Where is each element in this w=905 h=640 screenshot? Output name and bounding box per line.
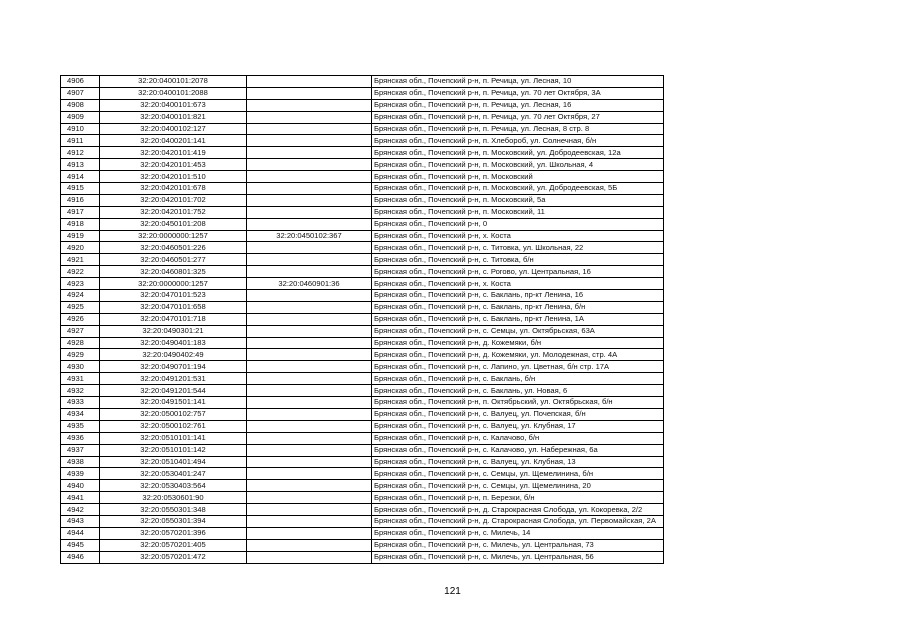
parent-cadastral-number-cell (247, 123, 372, 135)
address-cell: Брянская обл., Почепский р-н, с. Милечь, ул. Центральная, 73 (372, 539, 664, 551)
row-number-cell: 4935 (61, 420, 100, 432)
row-number-cell: 4916 (61, 194, 100, 206)
address-cell: Брянская обл., Почепский р-н, п. Московский, ул. Добродеевская, 5Б (372, 183, 664, 195)
registry-table (60, 75, 664, 564)
address-cell: Брянская обл., Почепский р-н, п. Октябрьский, ул. Октябрьская, б/н (372, 397, 664, 409)
address-cell: Брянская обл., Почепский р-н, п. Речица, ул. 70 лет Октября, 27 (372, 111, 664, 123)
address-cell: Брянская обл., Почепский р-н, п. Московский, ул. Школьная, 4 (372, 159, 664, 171)
row-number-cell: 4932 (61, 385, 100, 397)
address-cell: Брянская обл., Почепский р-н, с. Баклань, б/н (372, 373, 664, 385)
cadastral-number-cell: 32:20:0470101:523 (100, 290, 247, 302)
parent-cadastral-number-cell (247, 504, 372, 516)
cadastral-number-cell: 32:20:0420101:702 (100, 194, 247, 206)
table-row (61, 206, 664, 218)
table-row (61, 313, 664, 325)
table-row (61, 385, 664, 397)
parent-cadastral-number-cell (247, 254, 372, 266)
table-row (61, 123, 664, 135)
table-row (61, 230, 664, 242)
parent-cadastral-number-cell (247, 373, 372, 385)
table-row (61, 480, 664, 492)
address-cell: Брянская обл., Почепский р-н, п. Московский, 5а (372, 194, 664, 206)
row-number-cell: 4920 (61, 242, 100, 254)
parent-cadastral-number-cell (247, 183, 372, 195)
row-number-cell: 4909 (61, 111, 100, 123)
cadastral-number-cell: 32:20:0460501:277 (100, 254, 247, 266)
cadastral-number-cell: 32:20:0570201:405 (100, 539, 247, 551)
parent-cadastral-number-cell (247, 527, 372, 539)
row-number-cell: 4923 (61, 278, 100, 290)
parent-cadastral-number-cell (247, 456, 372, 468)
parent-cadastral-number-cell (247, 218, 372, 230)
address-cell: Брянская обл., Почепский р-н, с. Баклань, пр-кт Ленина, б/н (372, 301, 664, 313)
row-number-cell: 4908 (61, 99, 100, 111)
parent-cadastral-number-cell (247, 206, 372, 218)
table-row (61, 99, 664, 111)
row-number-cell: 4918 (61, 218, 100, 230)
parent-cadastral-number-cell (247, 242, 372, 254)
table-row (61, 135, 664, 147)
row-number-cell: 4940 (61, 480, 100, 492)
address-cell: Брянская обл., Почепский р-н, п. Речица, ул. Лесная, 10 (372, 76, 664, 88)
parent-cadastral-number-cell (247, 551, 372, 563)
cadastral-number-cell: 32:20:0530401:247 (100, 468, 247, 480)
row-number-cell: 4931 (61, 373, 100, 385)
parent-cadastral-number-cell (247, 76, 372, 88)
address-cell: Брянская обл., Почепский р-н, с. Милечь, ул. Центральная, 56 (372, 551, 664, 563)
row-number-cell: 4944 (61, 527, 100, 539)
table-row (61, 301, 664, 313)
cadastral-number-cell: 32:20:0420101:752 (100, 206, 247, 218)
table-row (61, 87, 664, 99)
cadastral-number-cell: 32:20:0400101:2078 (100, 76, 247, 88)
table-row (61, 397, 664, 409)
address-cell: Брянская обл., Почепский р-н, с. Лапино, ул. Цветная, б/н стр. 17А (372, 361, 664, 373)
cadastral-number-cell: 32:20:0530403:564 (100, 480, 247, 492)
row-number-cell: 4922 (61, 266, 100, 278)
row-number-cell: 4913 (61, 159, 100, 171)
table-row (61, 337, 664, 349)
address-cell: Брянская обл., Почепский р-н, с. Титовка, ул. Школьная, 22 (372, 242, 664, 254)
cadastral-number-cell: 32:20:0490402:49 (100, 349, 247, 361)
cadastral-number-cell: 32:20:0420101:510 (100, 171, 247, 183)
row-number-cell: 4907 (61, 87, 100, 99)
table-row (61, 492, 664, 504)
cadastral-number-cell: 32:20:0550301:394 (100, 515, 247, 527)
table-row (61, 218, 664, 230)
parent-cadastral-number-cell (247, 515, 372, 527)
row-number-cell: 4929 (61, 349, 100, 361)
cadastral-number-cell: 32:20:0400101:673 (100, 99, 247, 111)
table-row (61, 527, 664, 539)
cadastral-number-cell: 32:20:0510101:141 (100, 432, 247, 444)
address-cell: Брянская обл., Почепский р-н, п. Хлебороб, ул. Солнечная, б/н (372, 135, 664, 147)
parent-cadastral-number-cell (247, 444, 372, 456)
parent-cadastral-number-cell (247, 432, 372, 444)
row-number-cell: 4934 (61, 408, 100, 420)
cadastral-number-cell: 32:20:0420101:419 (100, 147, 247, 159)
row-number-cell: 4906 (61, 76, 100, 88)
row-number-cell: 4946 (61, 551, 100, 563)
cadastral-number-cell: 32:20:0510401:494 (100, 456, 247, 468)
row-number-cell: 4919 (61, 230, 100, 242)
address-cell: Брянская обл., Почепский р-н, п. Речица, ул. Лесная, 8 стр. 8 (372, 123, 664, 135)
row-number-cell: 4945 (61, 539, 100, 551)
address-cell: Брянская обл., Почепский р-н, с. Баклань, пр-кт Ленина, 1А (372, 313, 664, 325)
cadastral-number-cell: 32:20:0490401:183 (100, 337, 247, 349)
address-cell: Брянская обл., Почепский р-н, х. Коста (372, 278, 664, 290)
parent-cadastral-number-cell (247, 194, 372, 206)
address-cell: Брянская обл., Почепский р-н, с. Калачово, ул. Набережная, 6а (372, 444, 664, 456)
cadastral-number-cell: 32:20:0500102:757 (100, 408, 247, 420)
cadastral-number-cell: 32:20:0470101:658 (100, 301, 247, 313)
parent-cadastral-number-cell (247, 361, 372, 373)
table-row (61, 456, 664, 468)
cadastral-number-cell: 32:20:0470101:718 (100, 313, 247, 325)
table-row (61, 408, 664, 420)
cadastral-number-cell: 32:20:0530601:90 (100, 492, 247, 504)
address-cell: Брянская обл., Почепский р-н, с. Семцы, ул. Щемелинина, б/н (372, 468, 664, 480)
address-cell: Брянская обл., Почепский р-н, 0 (372, 218, 664, 230)
row-number-cell: 4928 (61, 337, 100, 349)
table-row (61, 468, 664, 480)
cadastral-number-cell: 32:20:0420101:678 (100, 183, 247, 195)
table-row (61, 325, 664, 337)
parent-cadastral-number-cell (247, 480, 372, 492)
table-row (61, 171, 664, 183)
parent-cadastral-number-cell (247, 325, 372, 337)
cadastral-number-cell: 32:20:0491501:141 (100, 397, 247, 409)
table-row (61, 373, 664, 385)
row-number-cell: 4914 (61, 171, 100, 183)
row-number-cell: 4941 (61, 492, 100, 504)
row-number-cell: 4930 (61, 361, 100, 373)
cadastral-number-cell: 32:20:0460801:325 (100, 266, 247, 278)
cadastral-number-cell: 32:20:0570201:472 (100, 551, 247, 563)
parent-cadastral-number-cell (247, 468, 372, 480)
parent-cadastral-number-cell (247, 159, 372, 171)
parent-cadastral-number-cell (247, 492, 372, 504)
address-cell: Брянская обл., Почепский р-н, п. Московский, 11 (372, 206, 664, 218)
parent-cadastral-number-cell (247, 147, 372, 159)
parent-cadastral-number-cell (247, 290, 372, 302)
table-row (61, 349, 664, 361)
parent-cadastral-number-cell (247, 337, 372, 349)
table-row (61, 432, 664, 444)
cadastral-number-cell: 32:20:0400101:821 (100, 111, 247, 123)
parent-cadastral-number-cell (247, 99, 372, 111)
cadastral-number-cell: 32:20:0400101:2088 (100, 87, 247, 99)
parent-cadastral-number-cell (247, 397, 372, 409)
cadastral-number-cell: 32:20:0500102:761 (100, 420, 247, 432)
row-number-cell: 4921 (61, 254, 100, 266)
cadastral-number-cell: 32:20:0000000:1257 (100, 230, 247, 242)
row-number-cell: 4942 (61, 504, 100, 516)
table-row (61, 515, 664, 527)
parent-cadastral-number-cell (247, 313, 372, 325)
registry-table-body (61, 76, 664, 564)
parent-cadastral-number-cell (247, 87, 372, 99)
address-cell: Брянская обл., Почепский р-н, п. Московский, ул. Добродеевская, 12а (372, 147, 664, 159)
cadastral-number-cell: 32:20:0400201:141 (100, 135, 247, 147)
table-row (61, 361, 664, 373)
cadastral-number-cell: 32:20:0550301:348 (100, 504, 247, 516)
parent-cadastral-number-cell (247, 266, 372, 278)
row-number-cell: 4939 (61, 468, 100, 480)
table-row (61, 242, 664, 254)
parent-cadastral-number-cell (247, 408, 372, 420)
address-cell: Брянская обл., Почепский р-н, с. Рогово, ул. Центральная, 16 (372, 266, 664, 278)
table-row (61, 183, 664, 195)
row-number-cell: 4911 (61, 135, 100, 147)
parent-cadastral-number-cell (247, 171, 372, 183)
table-row (61, 111, 664, 123)
cadastral-number-cell: 32:20:0000000:1257 (100, 278, 247, 290)
cadastral-number-cell: 32:20:0450101:208 (100, 218, 247, 230)
row-number-cell: 4910 (61, 123, 100, 135)
table-row (61, 420, 664, 432)
row-number-cell: 4943 (61, 515, 100, 527)
row-number-cell: 4937 (61, 444, 100, 456)
parent-cadastral-number-cell (247, 301, 372, 313)
parent-cadastral-number-cell (247, 111, 372, 123)
address-cell: Брянская обл., Почепский р-н, с. Калачово, б/н (372, 432, 664, 444)
cadastral-number-cell: 32:20:0510101:142 (100, 444, 247, 456)
parent-cadastral-number-cell (247, 385, 372, 397)
cadastral-number-cell: 32:20:0460501:226 (100, 242, 247, 254)
address-cell: Брянская обл., Почепский р-н, с. Баклань, ул. Новая, 6 (372, 385, 664, 397)
table-row (61, 147, 664, 159)
parent-cadastral-number-cell: 32:20:0450102:367 (247, 230, 372, 242)
table-row (61, 254, 664, 266)
cadastral-number-cell: 32:20:0400102:127 (100, 123, 247, 135)
address-cell: Брянская обл., Почепский р-н, с. Валуец, ул. Клубная, 13 (372, 456, 664, 468)
address-cell: Брянская обл., Почепский р-н, с. Баклань, пр-кт Ленина, 16 (372, 290, 664, 302)
table-row (61, 194, 664, 206)
cadastral-number-cell: 32:20:0490701:194 (100, 361, 247, 373)
parent-cadastral-number-cell: 32:20:0460901:36 (247, 278, 372, 290)
cadastral-number-cell: 32:20:0491201:531 (100, 373, 247, 385)
table-row (61, 551, 664, 563)
address-cell: Брянская обл., Почепский р-н, с. Милечь, 14 (372, 527, 664, 539)
address-cell: Брянская обл., Почепский р-н, д. Кожемяки, б/н (372, 337, 664, 349)
address-cell: Брянская обл., Почепский р-н, д. Кожемяки, ул. Молодежная, стр. 4А (372, 349, 664, 361)
address-cell: Брянская обл., Почепский р-н, с. Семцы, ул. Щемелинина, 20 (372, 480, 664, 492)
row-number-cell: 4933 (61, 397, 100, 409)
cadastral-number-cell: 32:20:0491201:544 (100, 385, 247, 397)
address-cell: Брянская обл., Почепский р-н, с. Валуец, ул. Клубная, 17 (372, 420, 664, 432)
parent-cadastral-number-cell (247, 539, 372, 551)
table-row (61, 539, 664, 551)
address-cell: Брянская обл., Почепский р-н, п. Березки, б/н (372, 492, 664, 504)
parent-cadastral-number-cell (247, 349, 372, 361)
row-number-cell: 4917 (61, 206, 100, 218)
table-row (61, 266, 664, 278)
address-cell: Брянская обл., Почепский р-н, х. Коста (372, 230, 664, 242)
table-row (61, 504, 664, 516)
table-row (61, 76, 664, 88)
row-number-cell: 4938 (61, 456, 100, 468)
parent-cadastral-number-cell (247, 420, 372, 432)
row-number-cell: 4925 (61, 301, 100, 313)
address-cell: Брянская обл., Почепский р-н, д. Старокрасная Слобода, ул. Первомайская, 2А (372, 515, 664, 527)
address-cell: Брянская обл., Почепский р-н, д. Старокрасная Слобода, ул. Кокоревка, 2/2 (372, 504, 664, 516)
row-number-cell: 4936 (61, 432, 100, 444)
row-number-cell: 4915 (61, 183, 100, 195)
row-number-cell: 4912 (61, 147, 100, 159)
row-number-cell: 4924 (61, 290, 100, 302)
address-cell: Брянская обл., Почепский р-н, с. Титовка, б/н (372, 254, 664, 266)
row-number-cell: 4926 (61, 313, 100, 325)
table-row (61, 278, 664, 290)
table-row (61, 290, 664, 302)
page-number: 121 (444, 586, 461, 597)
address-cell: Брянская обл., Почепский р-н, п. Речица, ул. 70 лет Октября, 3А (372, 87, 664, 99)
address-cell: Брянская обл., Почепский р-н, п. Московский (372, 171, 664, 183)
table-row (61, 444, 664, 456)
address-cell: Брянская обл., Почепский р-н, с. Валуец, ул. Почепская, б/н (372, 408, 664, 420)
cadastral-number-cell: 32:20:0570201:396 (100, 527, 247, 539)
address-cell: Брянская обл., Почепский р-н, с. Семцы, ул. Октябрьская, 63А (372, 325, 664, 337)
row-number-cell: 4927 (61, 325, 100, 337)
parent-cadastral-number-cell (247, 135, 372, 147)
cadastral-number-cell: 32:20:0490301:21 (100, 325, 247, 337)
table-row (61, 159, 664, 171)
address-cell: Брянская обл., Почепский р-н, п. Речица, ул. Лесная, 16 (372, 99, 664, 111)
cadastral-number-cell: 32:20:0420101:453 (100, 159, 247, 171)
